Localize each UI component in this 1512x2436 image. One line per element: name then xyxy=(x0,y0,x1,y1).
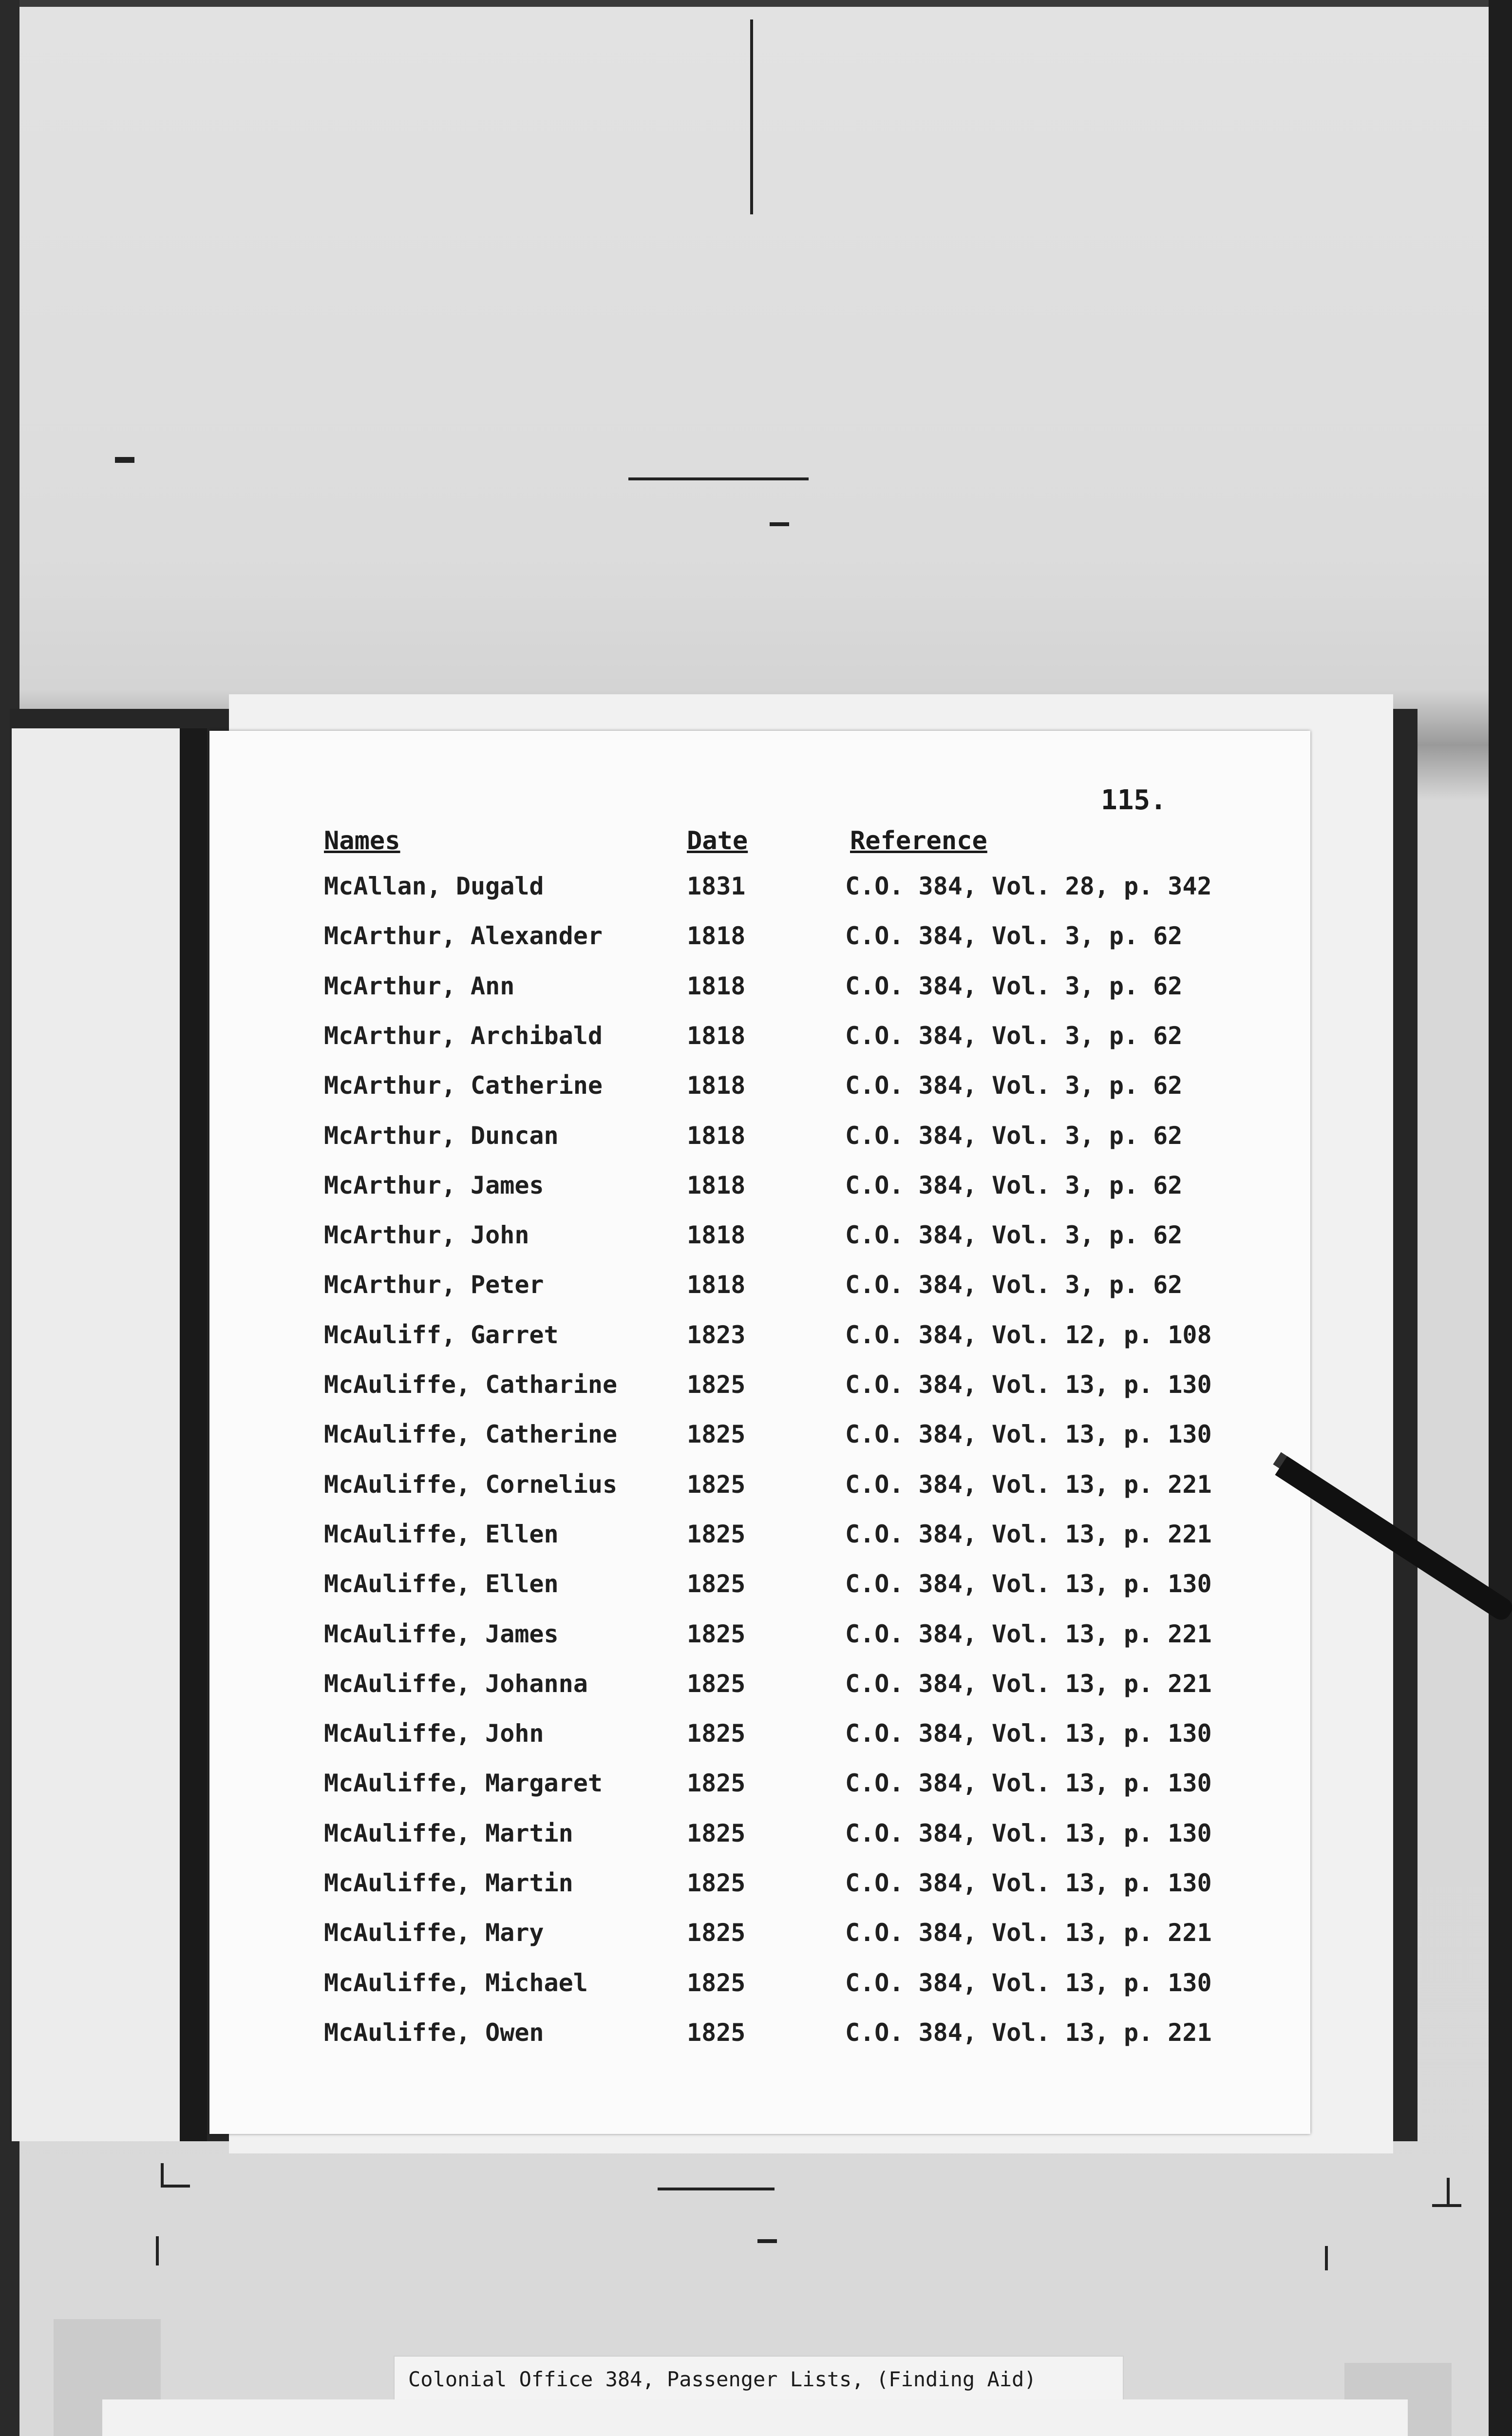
entry-name: McAuliffe, Owen xyxy=(324,2018,544,2047)
entry-date: 1825 xyxy=(687,1819,746,1847)
entry-name: McAuliffe, Michael xyxy=(324,1968,588,1997)
entry-date: 1831 xyxy=(687,872,746,900)
entry-name: McAuliffe, Johanna xyxy=(324,1669,588,1698)
entry-date: 1825 xyxy=(687,1520,746,1548)
table-row xyxy=(209,1719,1310,1769)
table-row xyxy=(209,1470,1310,1520)
page-number: 115. xyxy=(1101,784,1167,816)
entry-date: 1818 xyxy=(687,922,746,951)
entry-name: McArthur, Peter xyxy=(324,1271,544,1299)
entry-date: 1823 xyxy=(687,1320,746,1349)
table-row xyxy=(209,1919,1310,1968)
entry-name: McAuliffe, Margaret xyxy=(324,1769,603,1798)
table-row xyxy=(209,1370,1310,1420)
table-row xyxy=(209,1122,1310,1171)
entry-reference: C.O. 384, Vol. 13, p. 130 xyxy=(845,1769,1212,1798)
registration-mark xyxy=(156,2236,159,2265)
entry-name: McAuliffe, Martin xyxy=(324,1819,573,1847)
entry-reference: C.O. 384, Vol. 13, p. 130 xyxy=(845,1570,1212,1599)
table-row xyxy=(209,1520,1310,1570)
left-page xyxy=(12,728,180,2141)
entry-reference: C.O. 384, Vol. 13, p. 221 xyxy=(845,2018,1212,2047)
entry-date: 1818 xyxy=(687,1271,746,1299)
entry-name: McArthur, Catherine xyxy=(324,1071,603,1100)
entry-date: 1818 xyxy=(687,1221,746,1250)
entry-reference: C.O. 384, Vol. 3, p. 62 xyxy=(845,971,1183,1000)
entry-reference: C.O. 384, Vol. 13, p. 221 xyxy=(845,1520,1212,1548)
table-row xyxy=(209,1969,1310,2018)
binder-gutter xyxy=(180,728,207,2141)
entry-name: McArthur, James xyxy=(324,1171,544,1199)
entry-name: McAuliffe, Catherine xyxy=(324,1420,618,1449)
frame-edge-right xyxy=(1489,0,1512,2436)
entry-name: McAuliffe, Cornelius xyxy=(324,1470,618,1499)
document-page xyxy=(209,731,1310,2134)
table-row xyxy=(209,1221,1310,1271)
entry-name: McAuliffe, John xyxy=(324,1719,544,1748)
entry-name: McArthur, Archibald xyxy=(324,1021,603,1050)
entry-name: McArthur, Alexander xyxy=(324,922,603,951)
entry-reference: C.O. 384, Vol. 3, p. 62 xyxy=(845,1271,1183,1299)
frame-edge-top xyxy=(0,0,1512,7)
table-row xyxy=(209,1769,1310,1819)
table-row xyxy=(209,1171,1310,1221)
entry-name: McAuliffe, Mary xyxy=(324,1919,544,1947)
collection-caption: Colonial Office 384, Passenger Lists, (Finding Aid) xyxy=(408,2367,1037,2391)
registration-mark xyxy=(1447,2178,1450,2207)
registration-mark xyxy=(161,2163,164,2188)
entry-date: 1825 xyxy=(687,2018,746,2047)
entry-date: 1825 xyxy=(687,1968,746,1997)
entry-reference: C.O. 384, Vol. 3, p. 62 xyxy=(845,922,1183,951)
table-row xyxy=(209,1071,1310,1121)
entry-name: McArthur, Ann xyxy=(324,971,515,1000)
table-row xyxy=(209,1670,1310,1719)
entry-reference: C.O. 384, Vol. 13, p. 130 xyxy=(845,1420,1212,1449)
table-row xyxy=(209,2018,1310,2068)
entry-reference: C.O. 384, Vol. 13, p. 221 xyxy=(845,1619,1212,1648)
entry-date: 1825 xyxy=(687,1470,746,1499)
table-row xyxy=(209,1819,1310,1869)
entry-date: 1825 xyxy=(687,1370,746,1399)
entry-reference: C.O. 384, Vol. 13, p. 130 xyxy=(845,1819,1212,1847)
entry-name: McArthur, John xyxy=(324,1221,529,1250)
entry-name: McAuliffe, Ellen xyxy=(324,1520,559,1548)
entry-date: 1818 xyxy=(687,1171,746,1199)
entry-name: McAuliffe, Martin xyxy=(324,1869,573,1897)
entry-name: McAuliffe, Ellen xyxy=(324,1570,559,1599)
entry-date: 1825 xyxy=(687,1869,746,1897)
entry-reference: C.O. 384, Vol. 3, p. 62 xyxy=(845,1071,1183,1100)
entry-date: 1825 xyxy=(687,1919,746,1947)
table-row xyxy=(209,1321,1310,1370)
entry-date: 1825 xyxy=(687,1769,746,1798)
entry-date: 1825 xyxy=(687,1719,746,1748)
registration-mark xyxy=(161,2185,190,2188)
registration-mark xyxy=(658,2188,775,2190)
entry-date: 1818 xyxy=(687,971,746,1000)
entry-reference: C.O. 384, Vol. 3, p. 62 xyxy=(845,1221,1183,1250)
entry-date: 1818 xyxy=(687,1121,746,1150)
registration-mark xyxy=(750,19,753,214)
table-row xyxy=(209,1271,1310,1320)
entry-name: McAuliff, Garret xyxy=(324,1320,559,1349)
entry-name: McAllan, Dugald xyxy=(324,872,544,900)
entry-reference: C.O. 384, Vol. 13, p. 221 xyxy=(845,1669,1212,1698)
column-header-names: Names xyxy=(324,826,400,856)
table-row xyxy=(209,972,1310,1022)
registration-mark xyxy=(1325,2246,1328,2270)
table-row xyxy=(209,1570,1310,1619)
entry-name: McArthur, Duncan xyxy=(324,1121,559,1150)
table-row xyxy=(209,922,1310,971)
archive-card xyxy=(102,2399,1408,2436)
entry-reference: C.O. 384, Vol. 3, p. 62 xyxy=(845,1171,1183,1199)
entry-reference: C.O. 384, Vol. 3, p. 62 xyxy=(845,1121,1183,1150)
table-row xyxy=(209,872,1310,922)
column-header-date: Date xyxy=(687,826,748,856)
entry-date: 1818 xyxy=(687,1021,746,1050)
entry-date: 1825 xyxy=(687,1420,746,1449)
entry-reference: C.O. 384, Vol. 13, p. 221 xyxy=(845,1919,1212,1947)
entry-reference: C.O. 384, Vol. 3, p. 62 xyxy=(845,1021,1183,1050)
entry-reference: C.O. 384, Vol. 12, p. 108 xyxy=(845,1320,1212,1349)
table-row xyxy=(209,1022,1310,1071)
entry-name: McAuliffe, Catharine xyxy=(324,1370,618,1399)
entry-reference: C.O. 384, Vol. 28, p. 342 xyxy=(845,872,1212,900)
entry-date: 1818 xyxy=(687,1071,746,1100)
entry-date: 1825 xyxy=(687,1570,746,1599)
column-header-reference: Reference xyxy=(850,826,987,856)
entry-date: 1825 xyxy=(687,1619,746,1648)
table-row xyxy=(209,1620,1310,1670)
entry-reference: C.O. 384, Vol. 13, p. 221 xyxy=(845,1470,1212,1499)
registration-mark xyxy=(628,477,809,480)
caption-strip xyxy=(394,2356,1124,2404)
entry-reference: C.O. 384, Vol. 13, p. 130 xyxy=(845,1370,1212,1399)
entry-reference: C.O. 384, Vol. 13, p. 130 xyxy=(845,1869,1212,1897)
table-row xyxy=(209,1869,1310,1919)
registration-mark xyxy=(115,457,134,463)
registration-mark xyxy=(757,2239,777,2243)
entry-name: McAuliffe, James xyxy=(324,1619,559,1648)
table-row xyxy=(209,1420,1310,1470)
registration-mark xyxy=(770,522,789,526)
entry-reference: C.O. 384, Vol. 13, p. 130 xyxy=(845,1719,1212,1748)
entry-date: 1825 xyxy=(687,1669,746,1698)
registration-mark xyxy=(1432,2204,1461,2207)
entry-reference: C.O. 384, Vol. 13, p. 130 xyxy=(845,1968,1212,1997)
